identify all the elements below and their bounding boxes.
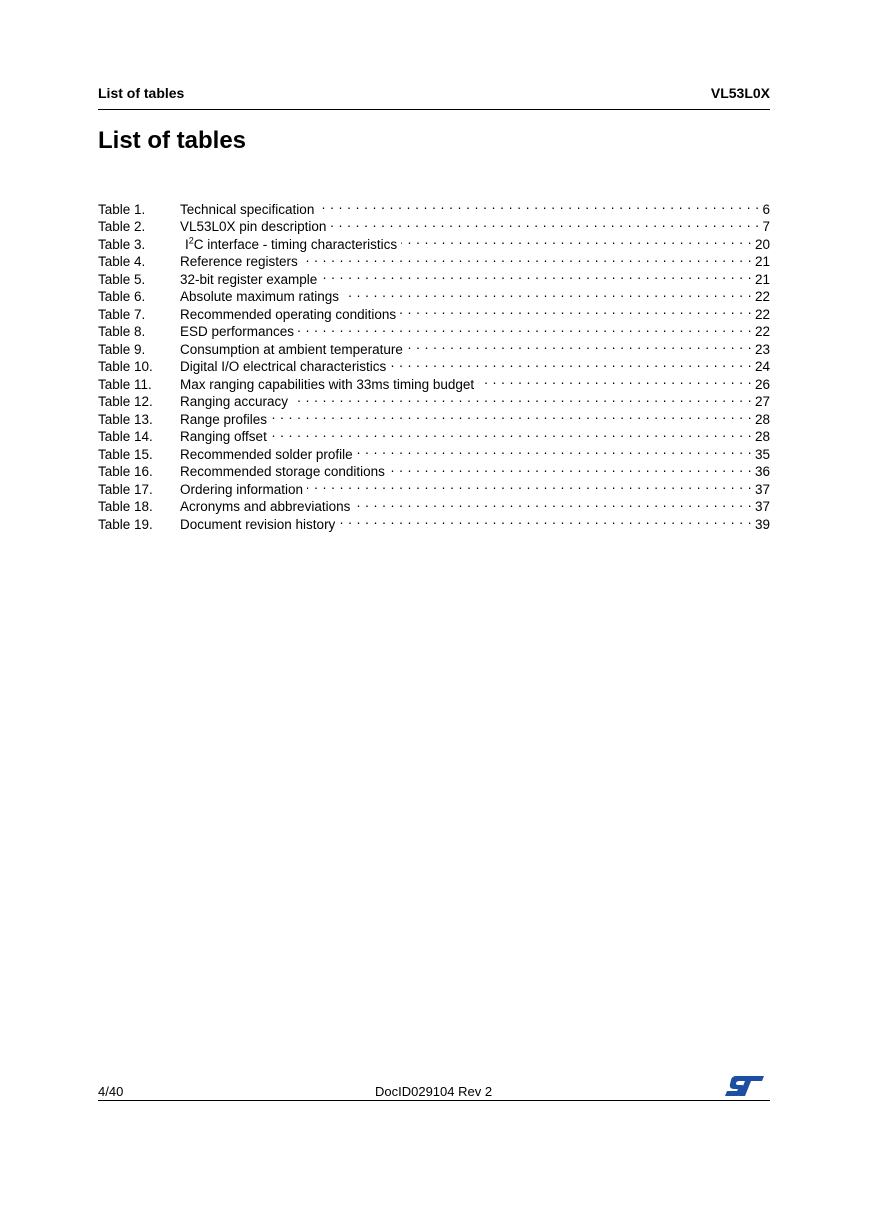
toc-entry-page-number: 26 <box>754 376 770 392</box>
toc-entry-title: Max ranging capabilities with 33ms timing budget <box>180 376 475 392</box>
toc-entry-title: 32-bit register example <box>180 271 318 287</box>
toc-entry-title: ESD performances <box>180 324 295 339</box>
toc-entry-leader-dots <box>401 231 752 249</box>
toc-entry-leader-dots <box>321 266 752 284</box>
toc-entry-leader-dots <box>318 196 759 214</box>
toc-entry-page-number: 21 <box>754 271 770 287</box>
toc-entry-page-number: 36 <box>754 464 770 479</box>
toc-entry-title-text: C interface - timing characteristics <box>193 236 398 252</box>
toc-entry-page-number: 37 <box>754 481 770 497</box>
toc-entry-title: Recommended storage conditions <box>180 464 385 479</box>
toc-entry-leader-dots <box>298 319 752 337</box>
toc-entry-title: Digital I/O electrical characteristics <box>180 359 387 374</box>
toc-entry-title: Document revision history <box>180 516 336 532</box>
toc-entry-page-number: 20 <box>754 236 770 252</box>
toc-entry-title: Consumption at ambient temperature <box>180 341 403 357</box>
toc-entry-number: Table 18. <box>98 499 153 514</box>
toc-entry-page-number: 6 <box>762 201 770 217</box>
toc-entry-page-number: 22 <box>754 289 770 304</box>
footer-doc-id: DocID029104 Rev 2 <box>375 1084 493 1099</box>
toc-entry-number: Table 6. <box>98 289 146 304</box>
toc-entry-leader-dots <box>271 406 752 424</box>
toc-entry-number: Table 19. <box>98 516 153 532</box>
toc-entry-page-number: 7 <box>762 219 770 234</box>
toc-entry-title-superscript: 2 <box>188 235 194 245</box>
toc-entry-title: Recommended operating conditions <box>180 306 397 322</box>
toc-entry-number: Table 13. <box>98 411 153 427</box>
toc-entry-number: Table 5. <box>98 271 146 287</box>
toc-entry-page-number: 39 <box>754 516 770 532</box>
toc-entry-title: Absolute maximum ratings <box>180 289 340 304</box>
page-header <box>98 85 770 110</box>
toc-entry-page-number: 27 <box>754 394 770 409</box>
list-of-tables <box>98 196 770 532</box>
toc-entry-number: Table 11. <box>98 376 152 392</box>
toc-entry-page-number: 24 <box>754 359 770 374</box>
toc-entry-title: Technical specification <box>180 201 315 217</box>
toc-entry-leader-dots <box>389 459 752 477</box>
footer-page-number: 4/40 <box>98 1084 124 1099</box>
toc-entry-leader-dots <box>292 389 752 407</box>
toc-entry-title: Recommended solder profile <box>180 446 353 462</box>
page-footer <box>98 1078 770 1101</box>
toc-entry-page-number: 22 <box>754 306 770 322</box>
header-product-name: VL53L0X <box>710 85 770 101</box>
toc-entry-leader-dots <box>390 354 752 372</box>
toc-entry[interactable] <box>98 196 770 217</box>
toc-entry-page-number: 37 <box>754 499 770 514</box>
toc-entry-page-number: 28 <box>754 429 770 444</box>
toc-entry-title: Range profiles <box>180 411 268 427</box>
toc-entry-number: Table 3. <box>98 236 146 252</box>
toc-entry-page-number: 22 <box>754 324 770 339</box>
toc-entry-number: Table 12. <box>98 394 153 409</box>
st-logo-icon <box>724 1074 766 1098</box>
toc-entry-leader-dots <box>478 371 752 389</box>
toc-entry-leader-dots <box>407 336 752 354</box>
toc-entry-number: Table 1. <box>98 201 146 217</box>
toc-entry-number: Table 15. <box>98 446 153 462</box>
toc-entry-number: Table 9. <box>98 341 146 357</box>
toc-entry-leader-dots <box>357 441 752 459</box>
toc-entry-number: Table 16. <box>98 464 153 479</box>
toc-entry-leader-dots <box>307 476 752 494</box>
toc-entry-page-number: 35 <box>754 446 770 462</box>
toc-entry-leader-dots <box>354 494 752 512</box>
toc-entry-title: Acronyms and abbreviations <box>180 499 351 514</box>
toc-entry-page-number: 28 <box>754 411 770 427</box>
toc-entry-leader-dots <box>400 301 752 319</box>
toc-entry-leader-dots <box>339 511 752 529</box>
header-section-title: List of tables <box>98 85 185 101</box>
toc-entry-title: VL53L0X pin description <box>180 219 327 234</box>
toc-entry-page-number: 23 <box>754 341 770 357</box>
toc-entry-number: Table 2. <box>98 219 146 234</box>
toc-entry-number: Table 8. <box>98 324 146 339</box>
toc-entry-number: Table 14. <box>98 429 153 444</box>
toc-entry-number: Table 10. <box>98 359 153 374</box>
toc-entry-number: Table 17. <box>98 481 153 497</box>
toc-entry-title: Ranging offset <box>180 429 267 444</box>
toc-entry-number: Table 4. <box>98 254 146 269</box>
toc-entry-leader-dots <box>271 424 752 442</box>
toc-entry-leader-dots <box>302 249 752 267</box>
toc-entry-number: Table 7. <box>98 306 146 322</box>
toc-entry-leader-dots <box>343 284 752 302</box>
toc-entry-leader-dots <box>330 214 759 232</box>
toc-entry-title: Ranging accuracy <box>180 394 289 409</box>
toc-entry-title-prefix: I <box>185 236 189 252</box>
page-title: List of tables <box>98 127 247 154</box>
toc-entry-title: Reference registers <box>180 254 298 269</box>
toc-entry-title: Ordering information <box>180 481 304 497</box>
toc-entry-page-number: 21 <box>754 254 770 269</box>
